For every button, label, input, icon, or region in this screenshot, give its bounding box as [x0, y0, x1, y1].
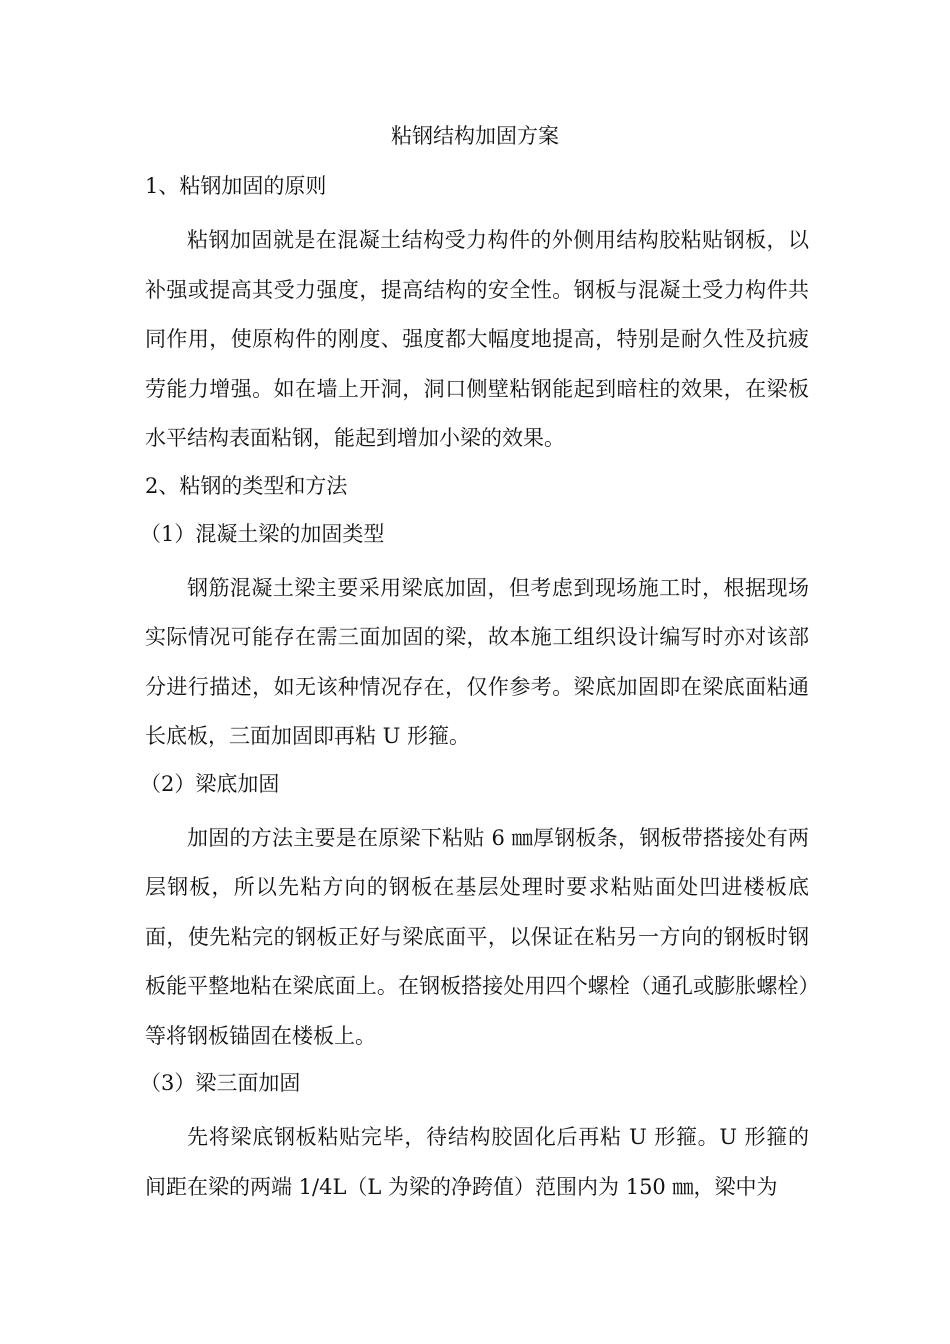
section-2-2-paragraph: 加固的方法主要是在原梁下粘贴 6 ㎜厚钢板条，钢板带搭接处有两层钢板，所以先粘方向的钢板在基层处理时要求粘贴面处凹进楼板底面，使先粘完的钢板正好与梁底面平，以保证在粘另一方向的钢板时钢板能平整地粘在梁底面上。在钢板搭接处用四个螺栓（通孔或膨胀螺栓）等将钢板锚固在楼板上。 [145, 825, 809, 1048]
section-2-1-heading: （1）混凝土梁的加固类型 [140, 521, 385, 546]
section-2-3-heading: （3）梁三面加固 [140, 1071, 301, 1095]
document-title: 粘钢结构加固方案 [391, 124, 559, 148]
section-1-heading: 1、粘钢加固的原则 [145, 174, 327, 198]
section-2-heading: 2、粘钢的类型和方法 [145, 473, 348, 498]
section-2-3-paragraph: 先将梁底钢板粘贴完毕，待结构胶固化后再粘 U 形箍。U 形箍的间距在梁的两端 1/4L（L 为梁的净跨值）范围内为 150 ㎜，梁中为 [145, 1125, 809, 1199]
section-2-2-heading: （2）梁底加固 [140, 771, 280, 796]
section-1-paragraph: 粘钢加固就是在混凝土结构受力构件的外侧用结构胶粘贴钢板，以补强或提高其受力强度，提高结构的安全性。钢板与混凝土受力构件共同作用，使原构件的刚度、强度都大幅度地提高，特别是耐久性及抗疲劳能力增强。如在墙上开洞，洞口侧壁粘钢能起到暗柱的效果，在梁板水平结构表面粘钢，能起到增加小梁的效果。 [145, 228, 809, 450]
document-body [140, 168, 809, 1212]
section-2-1-paragraph: 钢筋混凝土梁主要采用梁底加固，但考虑到现场施工时，根据现场实际情况可能存在需三面加固的梁，故本施工组织设计编写时亦对该部分进行描述，如无该种情况存在，仅作参考。梁底加固即在梁底面粘通长底板，三面加固即再粘 U 形箍。 [145, 575, 809, 748]
